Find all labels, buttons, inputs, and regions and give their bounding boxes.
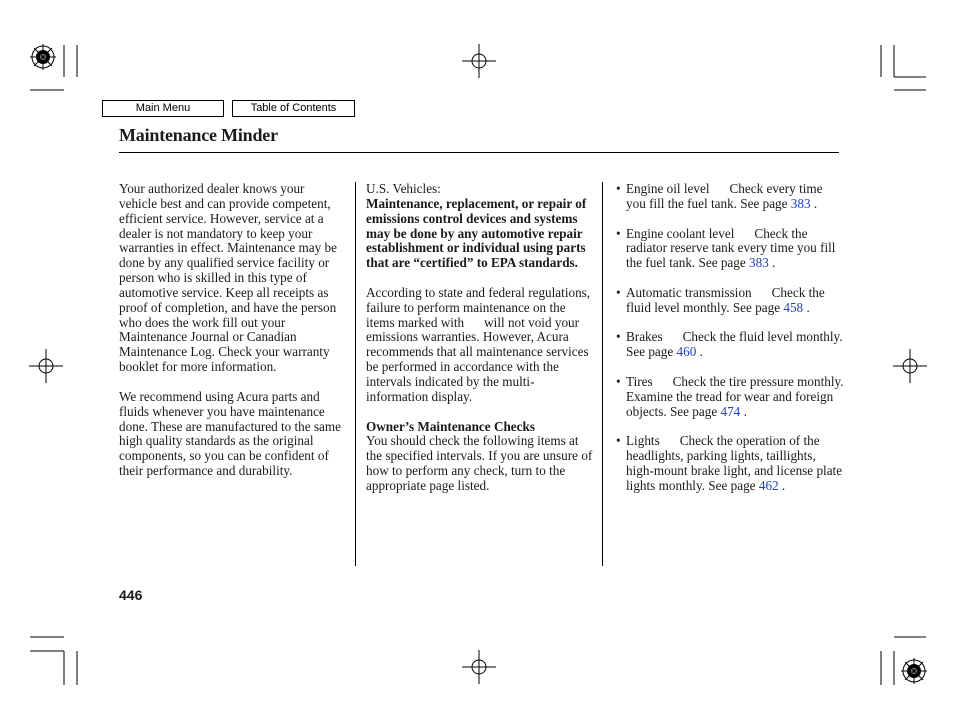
checks-body: You should check the following items at the specified intervals. If you are unsure of how to perform any check, turn to the appropriate page listed. bbox=[366, 433, 593, 493]
page-link[interactable]: 474 bbox=[720, 403, 741, 419]
checks-heading: Owner’s Maintenance Checks bbox=[366, 418, 535, 434]
check-item-label: Tires bbox=[626, 373, 653, 389]
us-vehicles-label: U.S. Vehicles: bbox=[366, 181, 441, 196]
check-item-label: Automatic transmission bbox=[626, 284, 752, 300]
check-item: • Tires Check the tire pressure monthly. Examine the tread for wear and foreign objects. See page 474 . bbox=[616, 373, 844, 419]
check-item: • Brakes Check the fluid level monthly. See page 460 . bbox=[616, 329, 843, 360]
dealer-paragraph: Your authorized dealer knows your vehicle best and can provide competent, efficient service. However, service at a dealer is not mandatory to keep your warranties in effect. Maintenance may be done by any qualified service facility or person who is skilled in this type of automotive service. Keep all receipts as proof of completion, and have the person who does the work fill out your Maintenance Journal or Canadian Maintenance Log. Check your warranty booklet for more information. bbox=[119, 181, 337, 375]
check-item: • Lights Check the operation of the headlights, parking lights, taillights, high-mount brake light, and license plate lights monthly. See page 462 . bbox=[616, 433, 843, 493]
check-item: • Engine oil level Check every time you fill the fuel tank. See page 383 . bbox=[616, 181, 823, 211]
table-of-contents-button[interactable]: Table of Contents bbox=[232, 100, 355, 117]
main-menu-button[interactable]: Main Menu bbox=[102, 100, 224, 117]
registration-target-icon bbox=[30, 44, 927, 684]
check-item-label: Brakes bbox=[626, 329, 663, 345]
check-item-label: Lights bbox=[626, 433, 660, 449]
federal-regulations-paragraph: According to state and federal regulations, failure to perform maintenance on the items marked with will not void your emissions warranties. However, Acura recommends that all maintenance services be performed in accordance with the intervals indicated by the multi-information display. bbox=[366, 284, 591, 404]
check-item-label: Engine coolant level bbox=[626, 225, 735, 241]
acura-parts-paragraph: We recommend using Acura parts and fluids whenever you have maintenance done. These are manufactured to the same high quality standards as the original components, so you can be confident of their performance and durability. bbox=[119, 388, 342, 479]
registration-crosshair-icon bbox=[29, 44, 927, 684]
page-link[interactable]: 383 bbox=[749, 255, 769, 271]
page-link[interactable]: 460 bbox=[676, 344, 697, 360]
page-title: Maintenance Minder bbox=[119, 125, 278, 145]
check-item: • Automatic transmission Check the fluid level monthly. See page 458 . bbox=[616, 284, 825, 315]
check-item: • Engine coolant level Check the radiator reserve tank every time you fill the fuel tank. See page 383 . bbox=[616, 225, 836, 271]
page-link[interactable]: 462 bbox=[758, 477, 779, 493]
page-link[interactable]: 458 bbox=[783, 299, 804, 315]
page-link[interactable]: 383 bbox=[790, 195, 811, 211]
page-number: 446 bbox=[119, 587, 143, 603]
check-item-label: Engine oil level bbox=[626, 181, 710, 196]
emissions-notice: Maintenance, replacement, or repair of emissions control devices and systems may be done by any automotive repair establishment or individual using parts that are “certified” to EPA standards. bbox=[366, 195, 587, 271]
